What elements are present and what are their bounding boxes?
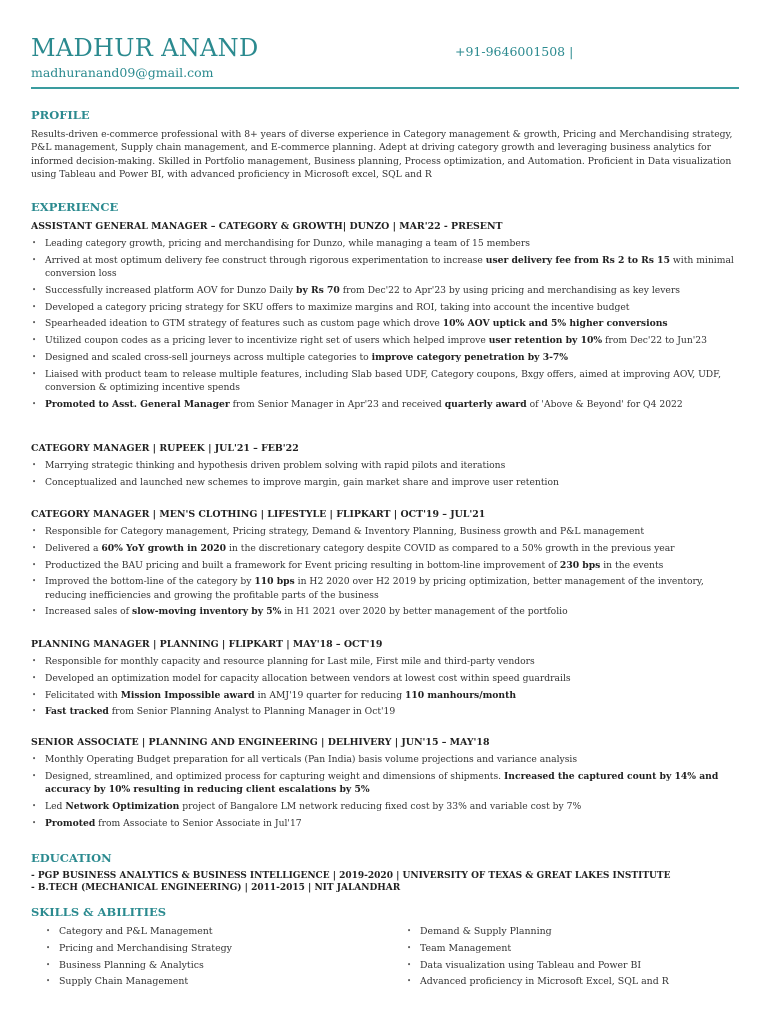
experience-bullet <box>31 770 746 796</box>
bullet-text: Arrived at most optimum delivery fee construct through rigorous experimentation to increase <box>45 254 486 266</box>
education-line-btech: - B.TECH (MECHANICAL ENGINEERING) | 2011-2015 | NIT JALANDHAR <box>31 883 401 893</box>
bullet-highlight: Promoted <box>45 817 96 829</box>
resume-header <box>31 34 739 89</box>
section-title-skills: SKILLS & ABILITIES <box>31 905 167 919</box>
section-title-education: EDUCATION <box>31 851 112 865</box>
experience-bullet <box>31 655 746 668</box>
experience-bullet <box>31 605 746 618</box>
bullet-text: Productized the BAU pricing and built a framework for Event pricing resulting in bottom-line improvement of <box>45 559 560 571</box>
experience-bullet <box>31 254 746 280</box>
bullet-text: from Dec'22 to Apr'23 by using pricing and merchandising as key levers <box>339 284 680 296</box>
experience-bullet <box>31 542 746 555</box>
skill-item: • Demand & Supply Planning <box>406 925 726 938</box>
bullet-text: Designed, streamlined, and optimized process for capturing weight and dimensions of shipments. <box>45 770 504 782</box>
bullet-highlight: 10% AOV uptick and 5% higher conversions <box>442 318 668 330</box>
experience-bullet <box>31 753 746 766</box>
bullet-text: from Dec'22 to Jun'23 <box>602 335 707 347</box>
bullet-text: project of Bangalore LM network reducing fixed cost by 33% and variable cost by 7% <box>179 800 582 812</box>
skill-item: • Supply Chain Management <box>45 975 365 988</box>
bullet-text: Improved the bottom-line of the category by <box>45 576 255 588</box>
bullet-text: Liaised with product team to release multiple features, including Slab based UDF, Category coupons, Bxgy offers, aimed at improving AOV, UDF, conversion & optimizing incentive spends <box>45 368 722 393</box>
bullet-text: Felicitated with <box>45 689 121 701</box>
bullet-text: from Senior Manager in Apr'23 and received <box>229 398 445 410</box>
bullet-text: Developed an optimization model for capacity allocation between vendors at lowest cost within speed guardrails <box>45 672 571 684</box>
bullet-text: in the events <box>600 559 664 571</box>
experience-bullet <box>31 575 746 601</box>
experience-bullet <box>31 301 746 314</box>
bullet-text: Designed and scaled cross-sell journeys across multiple categories to <box>45 351 372 363</box>
experience-bullet <box>31 705 746 718</box>
bullet-text: Monthly Operating Budget preparation for all verticals (Pan India) basis volume projections and variance analysis <box>45 754 578 765</box>
bullet-text: Leading category growth, pricing and merchandising for Dunzo, while managing a team of 15 members <box>45 238 530 249</box>
bullet-text: in the discretionary category despite COVID as compared to a 50% growth in the previous year <box>226 542 675 554</box>
skill-item: • Business Planning & Analytics <box>45 959 365 972</box>
job-bullets-dunzo <box>31 237 746 415</box>
bullet-text: in AMJ'19 quarter for reducing <box>254 689 405 701</box>
bullet-text: Delivered a <box>45 542 102 554</box>
bullet-highlight: 110 bps <box>254 576 295 588</box>
bullet-highlight: slow-moving inventory by 5% <box>132 606 282 618</box>
skill-item: • Team Management <box>406 942 726 955</box>
job-title-delhivery: SENIOR ASSOCIATE | PLANNING AND ENGINEERING | DELHIVERY | JUN'15 – MAY'18 <box>31 737 490 748</box>
bullet-text: of 'Above & Beyond' for Q4 2022 <box>526 398 683 410</box>
bullet-text: from Associate to Senior Associate in Jul'17 <box>95 817 302 829</box>
job-title-flipkart-category: CATEGORY MANAGER | MEN'S CLOTHING | LIFESTYLE | FLIPKART | OCT'19 – JUL'21 <box>31 509 486 520</box>
bullet-highlight: 60% YoY growth in 2020 <box>101 542 227 554</box>
bullet-highlight: user delivery fee from Rs 2 to Rs 15 <box>485 254 670 266</box>
profile-summary: Results-driven e-commerce professional with 8+ years of diverse experience in Category management & growth, Pricing and Merchandising strategy, P&L management, Supply chain management, and E-commerce planning. Adept at driving category growth and leveraging business analytics for informed decision-making. Skilled in Portfolio management, Business planning, Process optimization, and Automation. Proficient in Data visualization using Tableau and Power BI, with advanced proficiency in Microsoft excel, SQL and R <box>31 129 733 181</box>
experience-bullet <box>31 237 746 250</box>
job-bullets-flipkart-planning <box>31 655 746 722</box>
bullet-highlight: quarterly award <box>444 398 527 410</box>
skill-item: • Pricing and Merchandising Strategy <box>45 942 365 955</box>
skills-list-left <box>45 925 365 992</box>
experience-bullet <box>31 559 746 572</box>
bullet-text: Utilized coupon codes as a pricing lever to incentivize right set of users which helped improve <box>45 335 489 347</box>
experience-bullet <box>31 368 746 394</box>
experience-bullet <box>31 689 746 702</box>
section-title-profile: PROFILE <box>31 108 90 122</box>
bullet-highlight: by Rs 70 <box>296 284 340 296</box>
bullet-text: in H2 2020 over H2 2019 by pricing optimization, better management of the inventory, reducing inefficiencies and growing the profitable parts of the business <box>45 576 704 601</box>
bullet-text: with minimal conversion loss <box>45 254 734 279</box>
education-line-pgp: - PGP BUSINESS ANALYTICS & BUSINESS INTELLIGENCE | 2019-2020 | UNIVERSITY OF TEXAS & GREAT LAKES INSTITUTE <box>31 871 671 881</box>
experience-bullet <box>31 284 746 297</box>
experience-bullet <box>31 672 746 685</box>
bullet-highlight: 230 bps <box>559 559 601 571</box>
bullet-text: Marrying strategic thinking and hypothesis driven problem solving with rapid pilots and iterations <box>45 460 506 471</box>
job-bullets-flipkart-category <box>31 525 746 622</box>
bullet-text: in H1 2021 over 2020 by better management of the portfolio <box>281 606 568 618</box>
job-bullets-rupeek <box>31 459 746 493</box>
bullet-highlight: user retention by 10% <box>488 335 603 347</box>
phone-number: +91-9646001508 | <box>455 44 574 59</box>
skill-item: • Category and P&L Management <box>45 925 365 938</box>
bullet-text: Led <box>45 800 66 812</box>
experience-bullet <box>31 459 746 472</box>
experience-bullet <box>31 351 746 364</box>
experience-bullet <box>31 476 746 489</box>
candidate-name: MADHUR ANAND <box>31 34 259 62</box>
experience-bullet <box>31 398 746 411</box>
job-title-rupeek: CATEGORY MANAGER | RUPEEK | JUL'21 – FEB'22 <box>31 443 299 454</box>
bullet-highlight: improve category penetration by 3-7% <box>371 351 569 363</box>
bullet-highlight: Increased the captured count by 14% and accuracy by 10% resulting in reducing client escalations by 5% <box>45 770 719 795</box>
bullet-highlight: Mission Impossible award <box>120 689 255 701</box>
job-title-flipkart-planning: PLANNING MANAGER | PLANNING | FLIPKART | MAY'18 – OCT'19 <box>31 639 383 650</box>
bullet-text: Responsible for Category management, Pricing strategy, Demand & Inventory Planning, Business growth and P&L management <box>45 526 645 537</box>
bullet-text: Responsible for monthly capacity and resource planning for Last mile, First mile and third-party vendors <box>45 656 535 667</box>
email-address: madhuranand09@gmail.com <box>31 65 214 80</box>
bullet-highlight: Network Optimization <box>65 800 180 812</box>
bullet-highlight: Promoted to Asst. General Manager <box>45 398 230 410</box>
experience-bullet <box>31 317 746 330</box>
experience-bullet <box>31 525 746 538</box>
experience-bullet <box>31 817 746 830</box>
bullet-text: Conceptualized and launched new schemes to improve margin, gain market share and improve user retention <box>45 476 559 488</box>
experience-bullet <box>31 334 746 347</box>
bullet-highlight: 110 manhours/month <box>405 689 517 701</box>
job-bullets-delhivery <box>31 753 746 833</box>
job-title-dunzo: ASSISTANT GENERAL MANAGER – CATEGORY & GROWTH| DUNZO | MAR'22 - PRESENT <box>31 221 503 232</box>
bullet-text: Successfully increased platform AOV for Dunzo Daily <box>45 284 297 296</box>
skills-list-right <box>406 925 726 992</box>
bullet-text: Increased sales of <box>45 606 133 618</box>
bullet-text: Developed a category pricing strategy for SKU offers to maximize margins and ROI, taking into account the incentive budget <box>45 301 630 313</box>
section-title-experience: EXPERIENCE <box>31 200 119 214</box>
skill-item: • Advanced proficiency in Microsoft Excel, SQL and R <box>406 975 726 988</box>
bullet-text: Spearheaded ideation to GTM strategy of features such as custom page which drove <box>45 318 443 330</box>
bullet-text: from Senior Planning Analyst to Planning Manager in Oct'19 <box>108 706 396 718</box>
skill-item: • Data visualization using Tableau and Power BI <box>406 959 726 972</box>
experience-bullet <box>31 800 746 813</box>
bullet-highlight: Fast tracked <box>45 706 109 718</box>
